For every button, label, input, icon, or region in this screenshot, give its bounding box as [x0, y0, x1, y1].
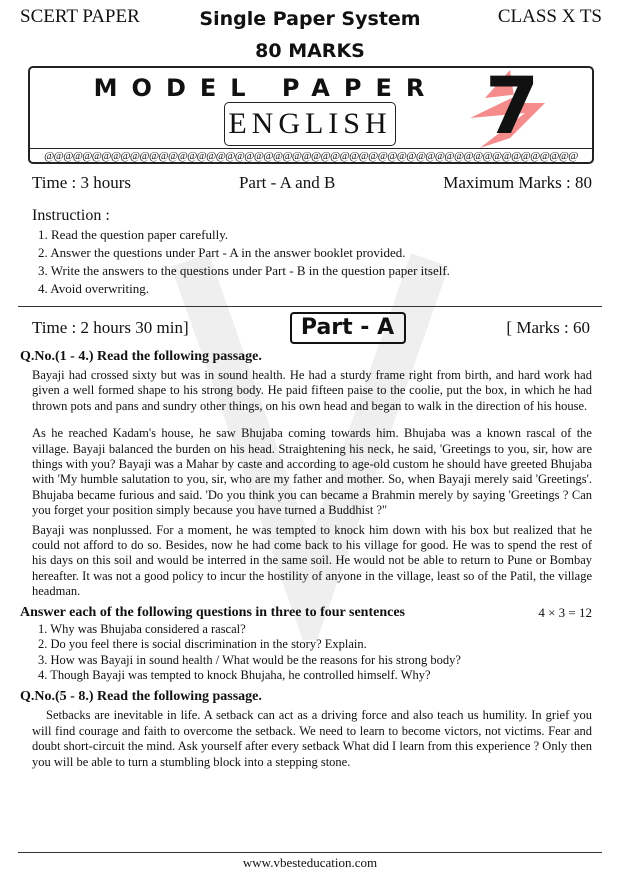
question-item: 2. Do you feel there is social discrimination in the story? Explain.	[38, 637, 367, 652]
passage-paragraph: As he reached Kadam's house, he saw Bhujaba coming towards him. Bhujaba was a known rascal of the village. Bayaji balanced the burden on his head. Straightening his neck, he said, 'Greetings to you, sir, how are things with you? Bayaji was a Mahar by caste and according to age-old custom he should have greeted Bhujaba with 'My humble salutation to you, sir, who are my father and mother. So, when Bayaji merely said 'Greetings'. Bhujaba became furious and said. 'Do you think you can became a Brahmin merely by saying 'Greetings ? Can you forget your position simply because you have turned a Buddhist ?"	[32, 426, 592, 518]
passage-paragraph: Setbacks are inevitable in life. A setback can act as a driving force and also teach us humility. In grief you will find courage and faith to overcome the setback. We need to learn to become victors, not victims. Fear and doubt short-circuit the mind. Ask yourself after every setback What did I learn from this experience ? Only then you will be able to turn a stumbling block into a stepping stone.	[32, 708, 592, 769]
part-a-title: Part - A	[290, 312, 406, 344]
instruction-item: 2. Answer the questions under Part - A in the answer booklet provided.	[38, 245, 406, 260]
question-item: 1. Why was Bhujaba considered a rascal?	[38, 621, 246, 636]
divider	[18, 306, 602, 307]
exam-info-row	[0, 172, 620, 194]
question-item: 3. How was Bayaji in sound health / What would be the reasons for his strong body?	[38, 652, 461, 667]
banner-title: MODEL PAPER	[93, 74, 439, 102]
footer-url[interactable]: www.vbesteducation.com	[18, 852, 602, 873]
answer-row	[20, 604, 592, 622]
header-right: CLASS X TS	[497, 6, 602, 27]
max-marks: Maximum Marks : 80	[443, 173, 592, 192]
paper-number: 7	[485, 62, 540, 152]
instruction-item: 1. Read the question paper carefully.	[38, 227, 229, 242]
part-a-row	[0, 312, 620, 344]
decorative-border: @@@@@@@@@@@@@@@@@@@@@@@@@@@@@@@@@@@@@@@@@@@@@@@@@@@@@@@@	[30, 148, 592, 162]
instruction-item: 4. Avoid overwriting.	[38, 281, 149, 296]
header-left: SCERT PAPER	[20, 6, 140, 27]
instruction-item: 3. Write the answers to the questions under Part - B in the question paper itself.	[38, 263, 450, 278]
passage-paragraph: Bayaji had crossed sixty but was in sound health. He had a sturdy frame right from birth, and hard work had given a well formed shape to his strong body. He paid fifteen paise to the coolie, put the box, in which he had thrown pots and pans and sundry other things, on his own head and began to walk in the direction of his house.	[32, 368, 592, 413]
title-banner	[28, 62, 594, 164]
page-body	[0, 172, 620, 770]
time-total: Time : 3 hours	[32, 173, 132, 192]
part-a-time: Time : 2 hours 30 min]	[32, 318, 189, 337]
answer-heading: Answer each of the following questions in three to four sentences	[20, 604, 405, 620]
header-center: Single Paper System	[199, 8, 421, 30]
parts-label: Part - A and B	[238, 173, 336, 192]
passage-paragraph: Bayaji was nonplussed. For a moment, he was tempted to knock him down with his box but realized that he could not afford to do so. Besides, now he had come back to his village for good. He was to spend the rest of his days on this soil and would be interred in the same soil. He would not be able to return to Pune or Bombay hereafter. It was not a good policy to incur the hostility of anyone in the village, least so of the Patil, the village headman.	[32, 522, 592, 599]
question-list	[38, 622, 620, 684]
instruction-heading: Instruction :	[32, 207, 110, 224]
answer-marks: 4 × 3 = 12	[538, 604, 592, 620]
instruction-list	[38, 226, 620, 298]
question-item: 4. Though Bayaji was tempted to knock Bhujaha, he controlled himself. Why?	[38, 667, 431, 682]
q1-heading: Q.No.(1 - 4.) Read the following passage.	[20, 349, 262, 364]
header-marks: 80 MARKS	[255, 40, 365, 62]
part-a-marks: [ Marks : 60	[506, 318, 590, 337]
q5-heading: Q.No.(5 - 8.) Read the following passage.	[20, 689, 262, 705]
subject-label: ENGLISH	[224, 102, 396, 146]
